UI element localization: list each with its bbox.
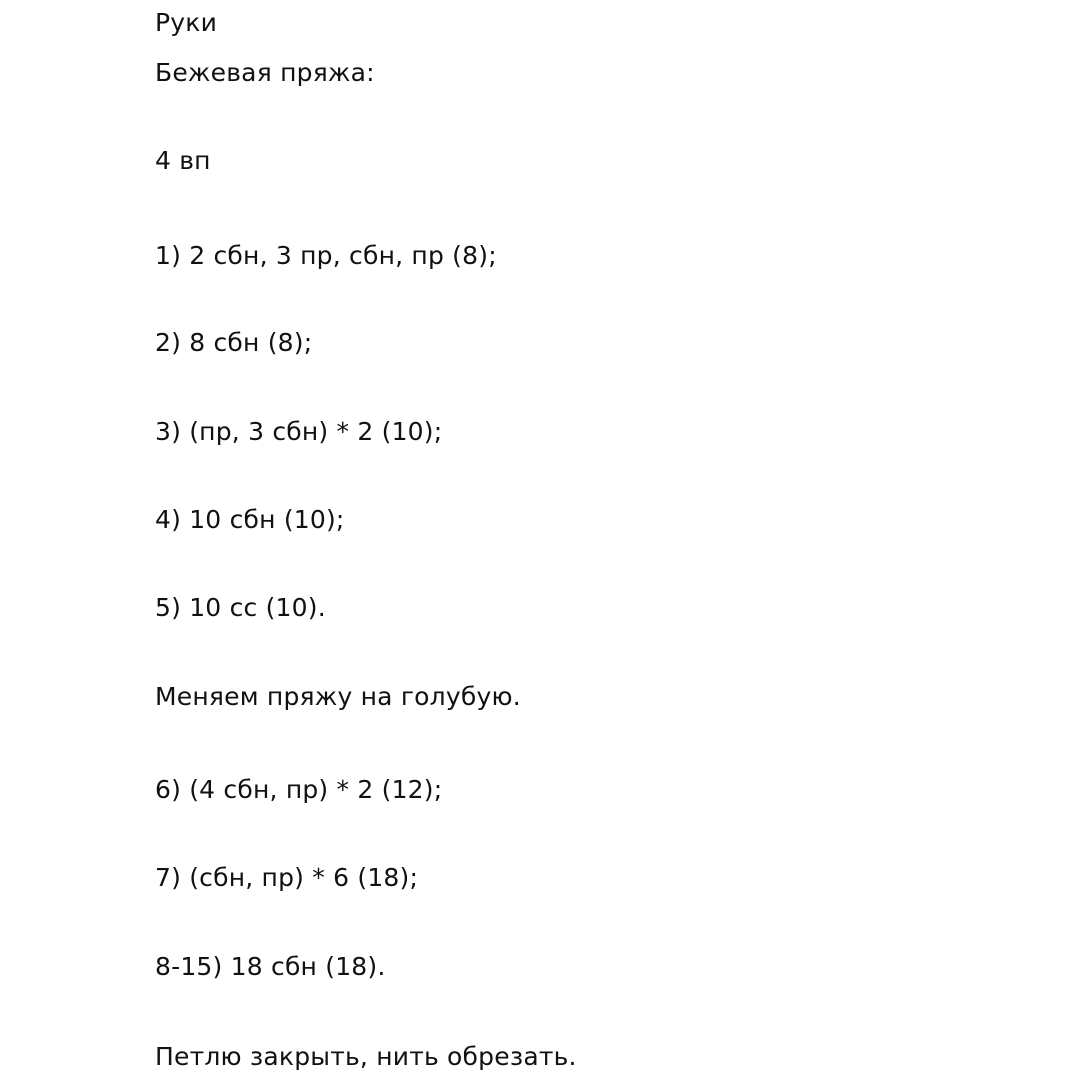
pattern-row: 3) (пр, 3 сбн) * 2 (10); xyxy=(155,417,443,446)
finish-instruction: Петлю закрыть, нить обрезать. xyxy=(155,1042,577,1071)
section-title: Руки xyxy=(155,8,218,37)
yarn-heading: Бежевая пряжа: xyxy=(155,58,375,87)
pattern-row: 2) 8 сбн (8); xyxy=(155,328,313,357)
pattern-row: 1) 2 сбн, 3 пр, сбн, пр (8); xyxy=(155,241,497,270)
pattern-row: 8-15) 18 сбн (18). xyxy=(155,952,386,981)
pattern-row: 5) 10 сс (10). xyxy=(155,593,326,622)
change-yarn-note: Меняем пряжу на голубую. xyxy=(155,682,521,711)
starting-chain: 4 вп xyxy=(155,146,211,175)
pattern-row: 6) (4 сбн, пр) * 2 (12); xyxy=(155,775,443,804)
pattern-row: 7) (сбн, пр) * 6 (18); xyxy=(155,863,419,892)
pattern-row: 4) 10 сбн (10); xyxy=(155,505,345,534)
